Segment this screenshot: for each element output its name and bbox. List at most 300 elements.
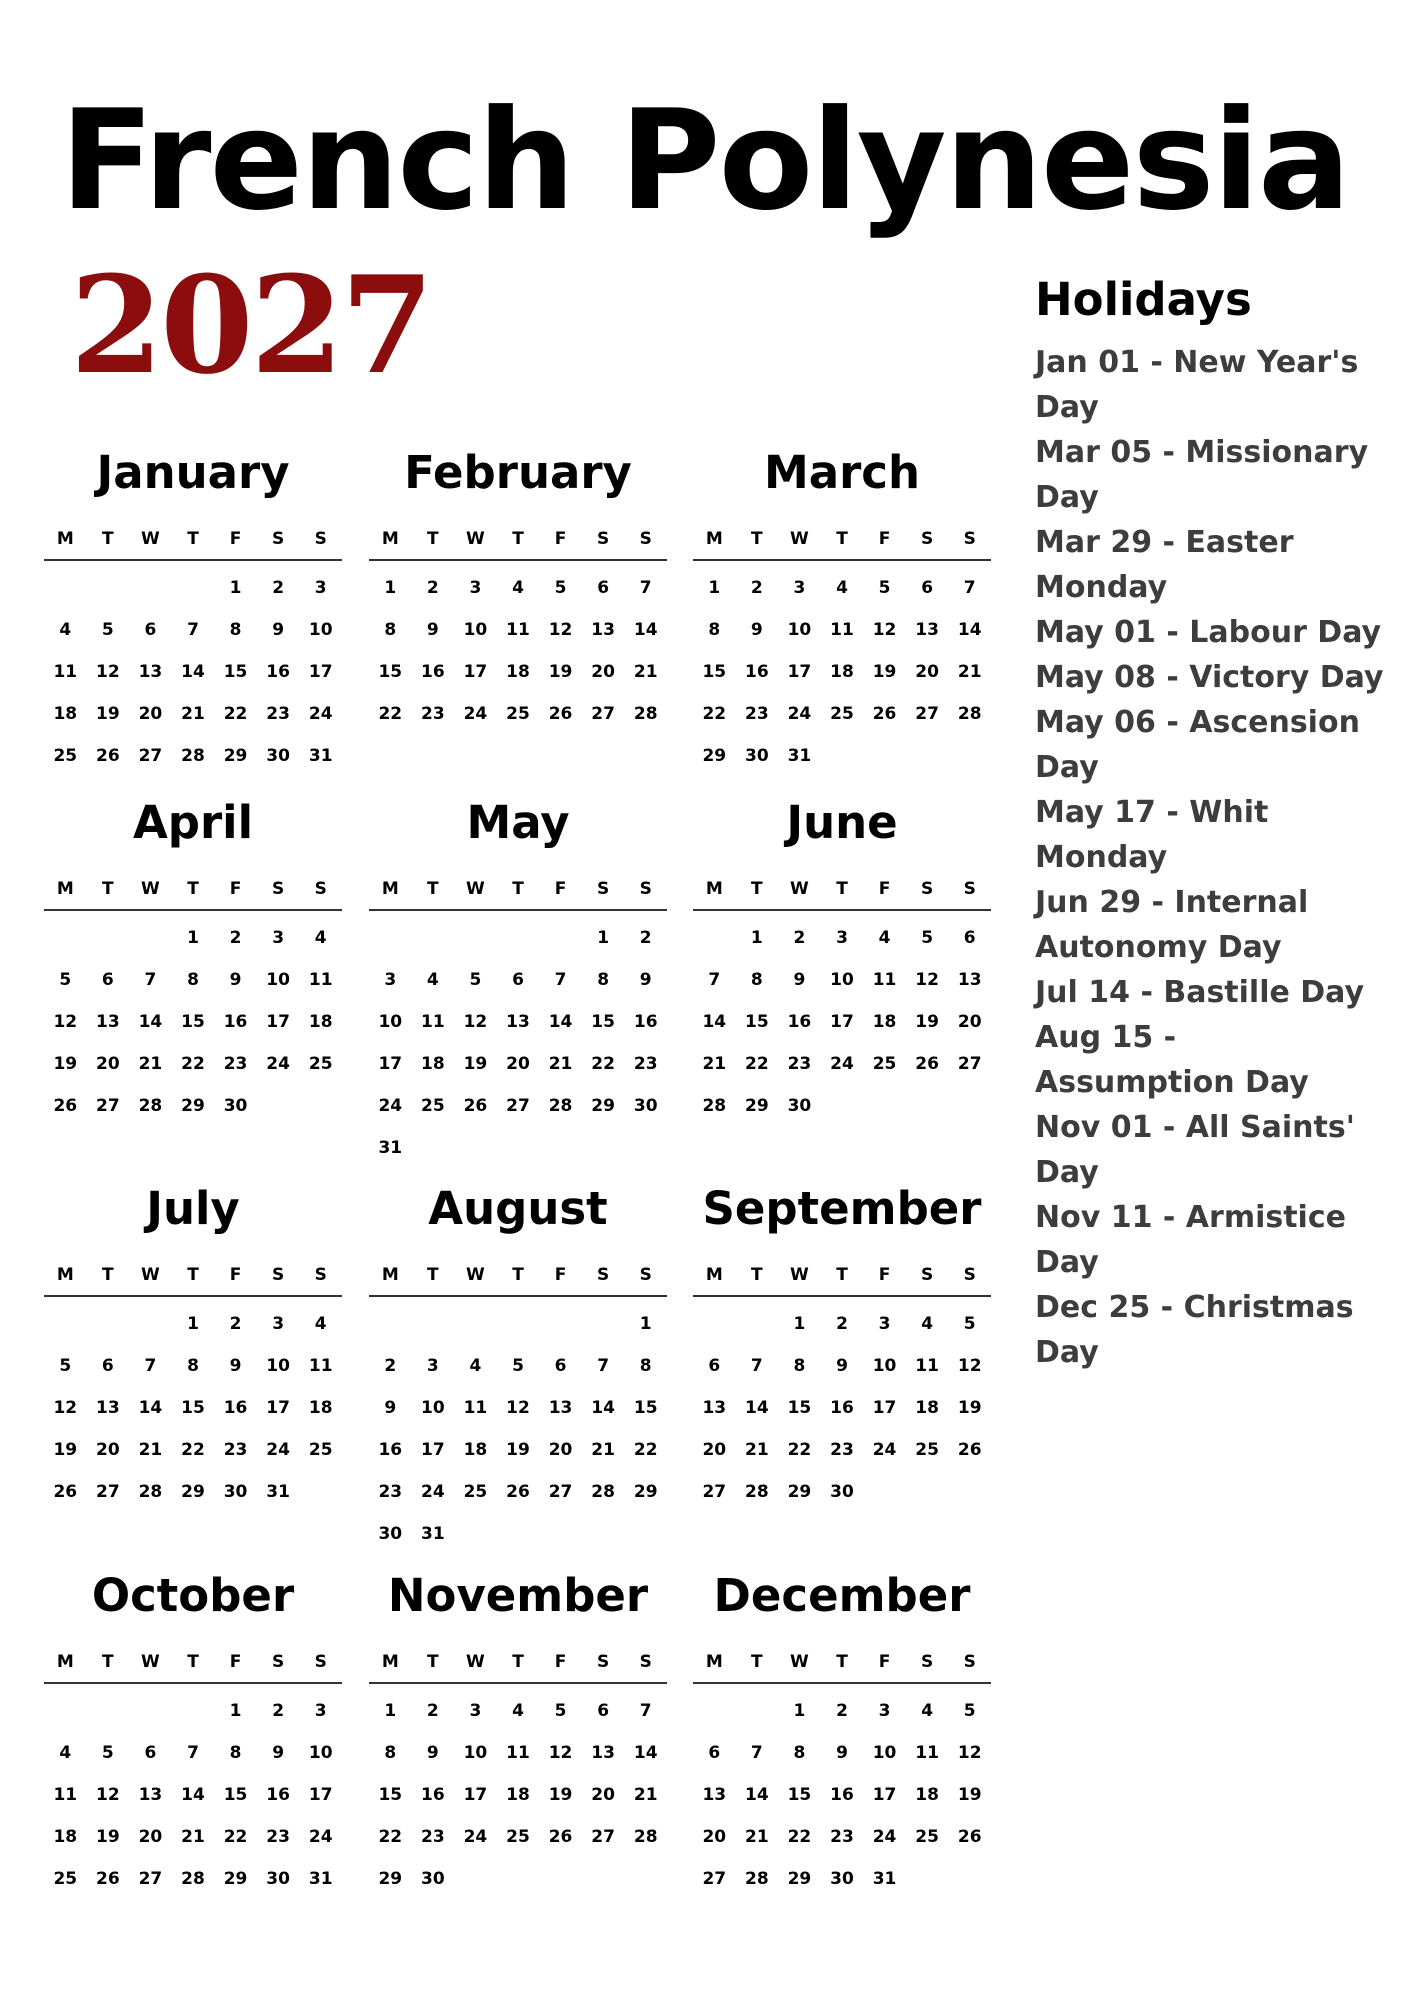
day-cell: 1: [384, 1701, 397, 1721]
day-cell: 26: [53, 1096, 78, 1116]
day-cell: 13: [96, 1398, 120, 1418]
weekday-label: F: [878, 529, 891, 549]
day-cell: 17: [266, 1012, 290, 1032]
day-cell: 22: [787, 1827, 812, 1847]
day-cell: 4: [59, 620, 72, 640]
weekday-label: S: [272, 529, 285, 549]
empty-cell: [129, 1303, 172, 1345]
day-cell: 2: [384, 1356, 397, 1376]
weekday-label: S: [314, 879, 327, 899]
day-cell: 19: [872, 662, 897, 682]
day-cell: 29: [181, 1096, 205, 1116]
day-cell: 5: [512, 1356, 524, 1376]
empty-cell: [172, 567, 215, 609]
day-cell: 13: [96, 1012, 120, 1032]
day-cell: 9: [793, 970, 806, 990]
weekday-header: [693, 879, 991, 911]
day-cell: 14: [548, 1012, 573, 1032]
day-cell: 5: [59, 1356, 72, 1376]
day-cell: 16: [223, 1398, 248, 1418]
day-cell: 1: [793, 1701, 806, 1721]
holiday-item: Dec 25 - Christmas Day: [1035, 1290, 1354, 1370]
day-cell: 2: [793, 928, 806, 948]
holiday-item: Jul 14 - Bastille Day: [1035, 975, 1365, 1010]
day-cell: 13: [591, 1743, 615, 1763]
day-cell: 17: [830, 1012, 854, 1032]
day-cell: 8: [384, 620, 397, 640]
day-cell: 1: [708, 578, 721, 598]
day-cell: 16: [378, 1440, 403, 1460]
day-cell: 2: [426, 1701, 439, 1721]
day-cell: 1: [750, 928, 763, 948]
day-cell: 17: [787, 662, 812, 682]
day-cell: 28: [633, 704, 658, 724]
day-cell: 9: [836, 1743, 848, 1763]
day-cell: 7: [187, 1743, 199, 1763]
weekday-label: S: [639, 879, 652, 899]
day-cell: 29: [378, 1869, 403, 1889]
day-cell: 10: [421, 1398, 445, 1418]
weekday-label: F: [229, 1652, 242, 1672]
day-cell: 1: [793, 1314, 806, 1334]
day-cell: 25: [53, 746, 78, 766]
day-cell: 20: [702, 1440, 727, 1460]
day-cell: 20: [591, 1785, 615, 1805]
day-cell: 7: [708, 970, 721, 990]
day-cell: 28: [591, 1482, 615, 1502]
day-cell: 9: [750, 620, 763, 640]
day-cell: 24: [421, 1482, 445, 1502]
day-cell: 2: [836, 1314, 848, 1334]
day-cell: 20: [702, 1827, 727, 1847]
day-cell: 6: [597, 578, 610, 598]
weekday-label: F: [229, 879, 242, 899]
empty-cell: [497, 1303, 540, 1345]
weekday-label: W: [790, 1652, 809, 1672]
day-cell: 11: [915, 1356, 939, 1376]
day-cell: 10: [308, 620, 333, 640]
weekday-header: [693, 529, 991, 561]
empty-cell: [497, 917, 540, 959]
day-cell: 8: [229, 1743, 242, 1763]
year-label: 2027: [70, 246, 431, 404]
day-cell: 15: [181, 1012, 205, 1032]
month-name: June: [786, 796, 898, 849]
day-grid: [44, 917, 342, 1127]
day-cell: 15: [223, 662, 248, 682]
day-cell: 11: [506, 620, 530, 640]
day-cell: 12: [548, 620, 573, 640]
month-name: August: [428, 1182, 608, 1235]
day-cell: 20: [138, 1827, 163, 1847]
day-cell: 11: [915, 1743, 939, 1763]
day-cell: 13: [915, 620, 939, 640]
weekday-label: F: [554, 1652, 567, 1672]
day-cell: 14: [633, 620, 658, 640]
day-cell: 4: [314, 928, 327, 948]
day-cell: 22: [223, 1827, 248, 1847]
day-cell: 20: [138, 704, 163, 724]
weekday-label: M: [381, 529, 399, 549]
day-cell: 8: [708, 620, 721, 640]
weekday-label: M: [56, 529, 74, 549]
day-cell: 31: [872, 1869, 897, 1889]
day-cell: 26: [915, 1054, 939, 1074]
holidays-title: Holidays: [1035, 273, 1252, 326]
day-grid: [369, 917, 667, 1169]
day-cell: 15: [378, 1785, 403, 1805]
weekday-label: S: [639, 529, 652, 549]
day-cell: 18: [421, 1054, 445, 1074]
day-cell: 27: [915, 704, 939, 724]
day-cell: 4: [921, 1314, 934, 1334]
day-cell: 3: [469, 1701, 482, 1721]
day-cell: 2: [229, 928, 242, 948]
weekday-label: W: [790, 879, 809, 899]
day-cell: 14: [957, 620, 982, 640]
day-cell: 13: [138, 1785, 163, 1805]
day-cell: 5: [554, 578, 567, 598]
day-cell: 30: [830, 1482, 854, 1502]
empty-cell: [369, 917, 412, 959]
day-cell: 18: [872, 1012, 897, 1032]
day-cell: 4: [512, 578, 524, 598]
day-grid: [693, 917, 991, 1127]
day-cell: 17: [872, 1398, 897, 1418]
weekday-label: T: [751, 529, 763, 549]
empty-cell: [369, 1303, 412, 1345]
day-cell: 29: [181, 1482, 205, 1502]
day-cell: 19: [915, 1012, 939, 1032]
weekday-label: M: [56, 879, 74, 899]
day-grid: [693, 567, 991, 777]
day-cell: 12: [463, 1012, 488, 1032]
day-cell: 6: [144, 620, 157, 640]
day-cell: 19: [96, 704, 120, 724]
day-cell: 16: [421, 1785, 445, 1805]
day-cell: 20: [591, 662, 615, 682]
day-cell: 28: [548, 1096, 573, 1116]
day-cell: 14: [138, 1398, 163, 1418]
weekday-label: S: [272, 1265, 285, 1285]
day-cell: 27: [548, 1482, 573, 1502]
empty-cell: [693, 1303, 736, 1345]
weekday-label: T: [102, 1652, 114, 1672]
weekday-label: T: [187, 1265, 199, 1285]
weekday-label: M: [381, 879, 399, 899]
day-cell: 13: [506, 1012, 530, 1032]
day-cell: 13: [591, 620, 615, 640]
day-cell: 29: [745, 1096, 769, 1116]
day-cell: 19: [53, 1054, 78, 1074]
day-cell: 5: [59, 970, 72, 990]
weekday-label: S: [963, 879, 976, 899]
weekday-label: W: [466, 529, 485, 549]
day-cell: 7: [144, 970, 157, 990]
day-cell: 27: [702, 1869, 727, 1889]
day-cell: 12: [915, 970, 939, 990]
day-cell: 8: [793, 1743, 806, 1763]
weekday-label: T: [102, 1265, 114, 1285]
weekday-header: [693, 1265, 991, 1297]
day-cell: 10: [830, 970, 854, 990]
day-cell: 9: [229, 970, 242, 990]
day-cell: 22: [633, 1440, 658, 1460]
day-cell: 30: [745, 746, 769, 766]
day-cell: 2: [836, 1701, 848, 1721]
day-cell: 16: [223, 1012, 248, 1032]
day-cell: 2: [229, 1314, 242, 1334]
day-cell: 11: [830, 620, 854, 640]
holiday-item: May 17 - Whit Monday: [1035, 795, 1269, 875]
day-cell: 4: [878, 928, 891, 948]
day-cell: 21: [591, 1440, 615, 1460]
weekday-label: F: [878, 879, 891, 899]
day-cell: 10: [266, 1356, 290, 1376]
day-cell: 6: [708, 1743, 721, 1763]
weekday-label: S: [921, 879, 934, 899]
day-cell: 30: [787, 1096, 812, 1116]
day-cell: 19: [506, 1440, 530, 1460]
day-cell: 6: [963, 928, 976, 948]
day-cell: 23: [633, 1054, 658, 1074]
weekday-label: M: [381, 1652, 399, 1672]
day-cell: 16: [830, 1785, 854, 1805]
empty-cell: [87, 917, 130, 959]
day-cell: 24: [463, 1827, 488, 1847]
day-cell: 9: [639, 970, 652, 990]
empty-cell: [736, 1690, 779, 1732]
weekday-label: M: [705, 529, 723, 549]
day-cell: 25: [915, 1827, 939, 1847]
weekday-header: [369, 879, 667, 911]
day-cell: 19: [548, 662, 573, 682]
day-cell: 24: [266, 1440, 290, 1460]
day-cell: 21: [548, 1054, 573, 1074]
weekday-label: S: [963, 1652, 976, 1672]
day-cell: 22: [181, 1054, 205, 1074]
day-cell: 30: [223, 1482, 248, 1502]
weekday-label: S: [921, 1652, 934, 1672]
day-cell: 15: [181, 1398, 205, 1418]
day-cell: 16: [266, 662, 290, 682]
day-cell: 13: [702, 1398, 727, 1418]
day-cell: 8: [639, 1356, 652, 1376]
month-april: [44, 795, 342, 1127]
day-cell: 28: [138, 1482, 163, 1502]
day-cell: 3: [878, 1314, 891, 1334]
day-cell: 26: [463, 1096, 488, 1116]
weekday-header: [369, 1652, 667, 1684]
day-cell: 27: [96, 1482, 120, 1502]
day-cell: 16: [266, 1785, 290, 1805]
month-name: December: [713, 1569, 971, 1622]
day-cell: 21: [957, 662, 982, 682]
day-cell: 11: [53, 1785, 78, 1805]
empty-cell: [582, 1303, 625, 1345]
month-name: April: [132, 796, 254, 849]
weekday-label: T: [751, 1265, 763, 1285]
day-cell: 4: [469, 1356, 482, 1376]
day-cell: 11: [463, 1398, 488, 1418]
weekday-label: S: [314, 529, 327, 549]
day-cell: 7: [187, 620, 199, 640]
day-cell: 10: [872, 1743, 897, 1763]
weekday-label: T: [512, 1652, 524, 1672]
empty-cell: [129, 917, 172, 959]
day-cell: 29: [633, 1482, 658, 1502]
day-cell: 5: [101, 1743, 114, 1763]
day-cell: 1: [597, 928, 610, 948]
day-cell: 23: [223, 1440, 248, 1460]
month-june: [693, 795, 991, 1127]
month-october: [44, 1568, 342, 1900]
weekday-header: [369, 529, 667, 561]
day-cell: 5: [963, 1701, 976, 1721]
weekday-header: [693, 1652, 991, 1684]
empty-cell: [87, 567, 130, 609]
day-cell: 10: [378, 1012, 403, 1032]
day-cell: 5: [878, 578, 891, 598]
day-cell: 2: [272, 1701, 285, 1721]
day-cell: 16: [745, 662, 769, 682]
empty-cell: [129, 1690, 172, 1732]
day-cell: 21: [138, 1054, 163, 1074]
day-cell: 18: [308, 1012, 333, 1032]
day-cell: 29: [702, 746, 727, 766]
weekday-label: F: [554, 1265, 567, 1285]
day-cell: 26: [957, 1440, 982, 1460]
weekday-label: T: [427, 1652, 439, 1672]
weekday-label: T: [836, 1265, 848, 1285]
holiday-item: Jan 01 - New Year's Day: [1035, 345, 1359, 425]
day-cell: 21: [181, 1827, 205, 1847]
day-cell: 25: [463, 1482, 488, 1502]
day-cell: 17: [463, 1785, 488, 1805]
weekday-label: M: [381, 1265, 399, 1285]
weekday-label: S: [597, 529, 610, 549]
day-cell: 29: [787, 1482, 812, 1502]
day-cell: 6: [101, 970, 114, 990]
weekday-label: W: [790, 1265, 809, 1285]
empty-cell: [44, 1303, 87, 1345]
day-cell: 25: [915, 1440, 939, 1460]
day-cell: 1: [229, 578, 242, 598]
day-cell: 14: [138, 1012, 163, 1032]
day-cell: 3: [426, 1356, 439, 1376]
holiday-item: Mar 29 - Easter Monday: [1035, 525, 1294, 605]
weekday-label: W: [141, 879, 160, 899]
weekday-label: T: [836, 529, 848, 549]
day-cell: 3: [469, 578, 482, 598]
day-cell: 27: [138, 1869, 163, 1889]
day-cell: 26: [548, 1827, 573, 1847]
weekday-label: S: [597, 879, 610, 899]
day-cell: 6: [597, 1701, 610, 1721]
day-cell: 18: [308, 1398, 333, 1418]
weekday-label: T: [187, 529, 199, 549]
weekday-label: T: [187, 879, 199, 899]
day-cell: 7: [144, 1356, 157, 1376]
day-cell: 12: [506, 1398, 530, 1418]
day-cell: 7: [750, 1356, 763, 1376]
weekday-label: T: [427, 529, 439, 549]
day-cell: 14: [181, 1785, 205, 1805]
day-cell: 24: [872, 1440, 897, 1460]
day-cell: 13: [702, 1785, 727, 1805]
day-cell: 23: [787, 1054, 812, 1074]
day-cell: 11: [53, 662, 78, 682]
weekday-label: S: [921, 1265, 934, 1285]
month-may: [369, 795, 667, 1169]
day-cell: 10: [463, 620, 488, 640]
day-cell: 9: [229, 1356, 242, 1376]
empty-cell: [172, 1690, 215, 1732]
weekday-label: S: [597, 1652, 610, 1672]
day-cell: 18: [830, 662, 854, 682]
day-cell: 8: [384, 1743, 397, 1763]
day-cell: 9: [272, 620, 285, 640]
day-cell: 12: [96, 1785, 120, 1805]
day-cell: 21: [745, 1440, 769, 1460]
day-cell: 18: [53, 704, 78, 724]
holiday-item: Mar 05 - Missionary Day: [1035, 435, 1369, 515]
day-cell: 21: [633, 1785, 658, 1805]
weekday-label: F: [878, 1265, 891, 1285]
day-cell: 17: [308, 1785, 333, 1805]
weekday-label: M: [705, 879, 723, 899]
day-cell: 26: [506, 1482, 530, 1502]
day-grid: [369, 1690, 667, 1900]
day-cell: 19: [96, 1827, 120, 1847]
weekday-header: [369, 1265, 667, 1297]
day-cell: 12: [548, 1743, 573, 1763]
day-cell: 17: [872, 1785, 897, 1805]
day-cell: 12: [872, 620, 897, 640]
day-cell: 27: [702, 1482, 727, 1502]
empty-cell: [454, 917, 497, 959]
empty-cell: [454, 1303, 497, 1345]
day-cell: 11: [308, 1356, 333, 1376]
month-august: [369, 1181, 667, 1555]
day-cell: 15: [378, 662, 403, 682]
empty-cell: [87, 1690, 130, 1732]
day-cell: 6: [921, 578, 934, 598]
day-cell: 24: [378, 1096, 403, 1116]
day-cell: 29: [591, 1096, 615, 1116]
month-name: October: [91, 1569, 295, 1622]
day-cell: 31: [266, 1482, 290, 1502]
day-cell: 31: [308, 1869, 333, 1889]
day-cell: 24: [308, 1827, 333, 1847]
day-cell: 9: [384, 1398, 397, 1418]
day-cell: 23: [745, 704, 769, 724]
weekday-label: F: [554, 529, 567, 549]
weekday-label: T: [427, 879, 439, 899]
day-cell: 27: [957, 1054, 982, 1074]
weekday-label: T: [102, 879, 114, 899]
month-name: January: [96, 446, 290, 499]
weekday-label: S: [272, 1652, 285, 1672]
day-cell: 21: [702, 1054, 727, 1074]
day-cell: 8: [793, 1356, 806, 1376]
holiday-item: May 06 - Ascension Day: [1035, 705, 1360, 785]
day-cell: 26: [548, 704, 573, 724]
day-cell: 15: [787, 1398, 812, 1418]
day-cell: 3: [272, 1314, 285, 1334]
holiday-item: Jun 29 - Internal Autonomy Day: [1035, 885, 1309, 965]
day-cell: 31: [308, 746, 333, 766]
